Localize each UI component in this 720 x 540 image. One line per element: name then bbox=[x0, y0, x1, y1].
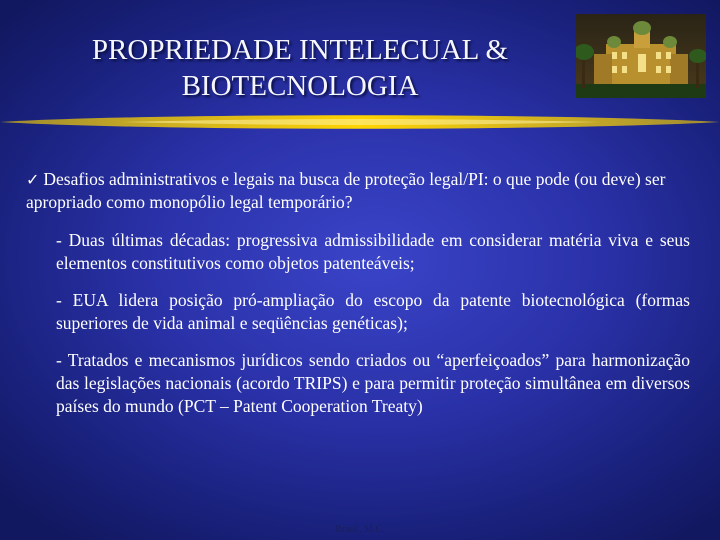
footer-credit: Brasil, M.C. bbox=[335, 524, 385, 535]
title-line-1: PROPRIEDADE INTELECUAL & bbox=[91, 34, 509, 66]
title-line-2: BIOTECNOLOGIA bbox=[181, 70, 419, 102]
slide-title bbox=[20, 32, 580, 104]
sub-item: - EUA lidera posição pró-ampliação do escopo da patente biotecnológica (formas superiores de vida animal e seqüências genéticas); bbox=[56, 290, 690, 333]
check-icon: ✓ bbox=[26, 170, 40, 189]
sub-item: - Duas últimas décadas: progressiva admissibilidade em considerar matéria viva e seus elementos constitutivos como objetos patenteáveis; bbox=[56, 230, 690, 273]
divider-rule bbox=[0, 110, 720, 136]
lead-text: Desafios administrativos e legais na busca de proteção legal/PI: o que pode (ou deve) ser apropriado como monopólio legal temporário? bbox=[26, 169, 666, 212]
building-photo bbox=[576, 14, 706, 98]
sub-item: - Tratados e mecanismos jurídicos sendo criados ou “aperfeiçoados” para harmonização das legislações nacionais (acordo TRIPS) e para permitir proteção simultânea em diversos países do mundo (PCT – Patent Cooperation Treaty) bbox=[56, 350, 690, 416]
lead-bullet bbox=[26, 168, 666, 214]
